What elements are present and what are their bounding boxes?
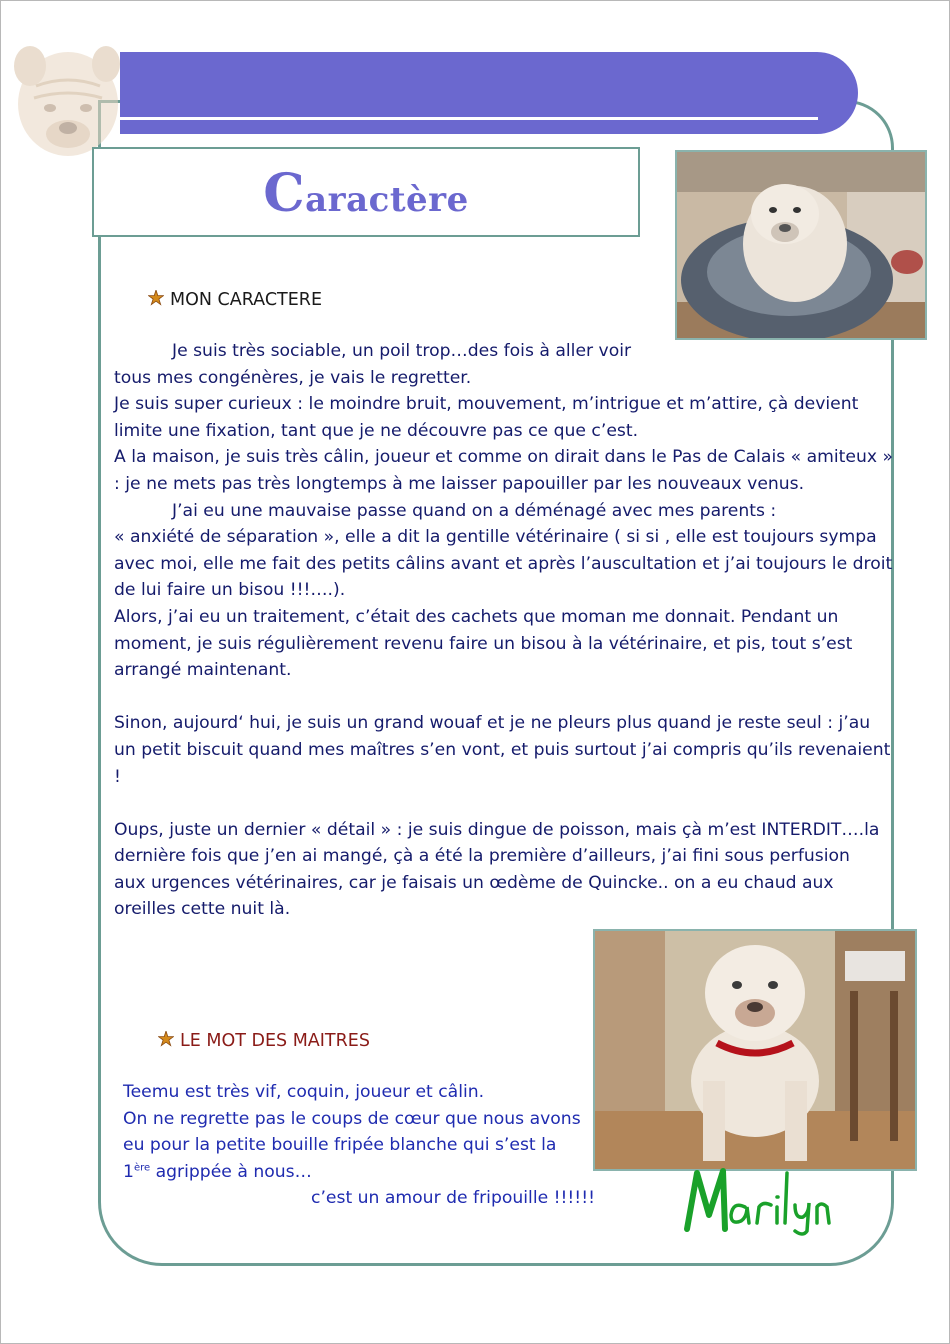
star-bullet-icon [158,1031,174,1047]
header-bar-line [120,117,818,120]
section-heading-label: MON CARACTERE [170,290,323,310]
star-bullet-icon [148,290,164,306]
masters-closing: c’est un amour de fripouille !!!!!! [311,1188,595,1209]
title-box [92,147,640,237]
masters-line [123,1159,603,1186]
signature-marilyn [683,1163,833,1237]
paragraph: J’ai eu une mauvaise passe quand on a déménagé avec mes parents : [172,500,777,521]
spacer [114,790,894,817]
dog-face-watermark [10,36,122,160]
masters-line: Teemu est très vif, coquin, joueur et câlin. [123,1082,485,1102]
section-heading-mon-caractere [148,290,322,310]
masters-line-rest: agrippée à nous… [150,1161,312,1182]
title-rest: aractère [305,180,469,220]
ordinal-number: 1 [123,1161,134,1182]
paragraph: Je suis super curieux : le moindre bruit, mouvement, m’intrigue et m’attire, çà devient limite une fixation, tant que je ne découvre pas ce que c’est. [114,394,859,441]
masters-line: On ne regrette pas le coups de cœur que nous avons [123,1108,581,1129]
photo-dog-in-basket [675,150,927,340]
ordinal-suffix: ère [133,1162,151,1174]
header-bar [120,52,858,134]
paragraph: tous mes congénères, je vais le regretter. [114,367,472,388]
title-first-letter: C [263,163,306,224]
section-heading-label: LE MOT DES MAITRES [180,1031,370,1051]
paragraph: Oups, juste un dernier « détail » : je suis dingue de poisson, mais çà m’est INTERDIT….la dernière fois que j’en ai mangé, çà a été la première d’ailleurs, j’ai fini sous perfusion aux urgences vétérinaires, car je faisais un œdème de Quincke.. on a eu chaud aux oreilles cette nuit là. [114,819,880,920]
paragraph: A la maison, je suis très câlin, joueur et comme on dirait dans le Pas de Calais « amiteux » : je ne mets pas très longtemps à me laisser papouiller par les nouveaux venus. [114,447,894,494]
section-heading-mot-des-maitres [158,1031,370,1051]
masters-line: eu pour la petite bouille fripée blanche qui s’est la [123,1135,557,1156]
spacer [114,684,894,711]
photo-dog-standing [593,929,917,1171]
masters-text [123,1079,603,1212]
paragraph: Je suis très sociable, un poil trop…des fois à aller voir [172,341,632,361]
paragraph: Sinon, aujourd‘ hui, je suis un grand wouaf et je ne pleurs plus quand je reste seul : j’au un petit biscuit quand mes maîtres s’en vont, et puis surtout j’ai compris qu’ils revenaient ! [114,713,891,787]
paragraph: Alors, j’ai eu un traitement, c’était des cachets que moman me donnait. Pendant un moment, je suis régulièrement revenu faire un bisou à la vétérinaire, et pis, tout s’est arrangé maintenant. [114,606,853,681]
character-body-text [114,338,894,923]
page-title [94,163,638,224]
paragraph: « anxiété de séparation », elle a dit la gentille vétérinaire ( si si , elle est toujours sympa avec moi, elle me fait des petits câlins avant et après l’auscultation et j’ai toujours le droit de lui faire un bisou !!!….). [114,527,893,601]
